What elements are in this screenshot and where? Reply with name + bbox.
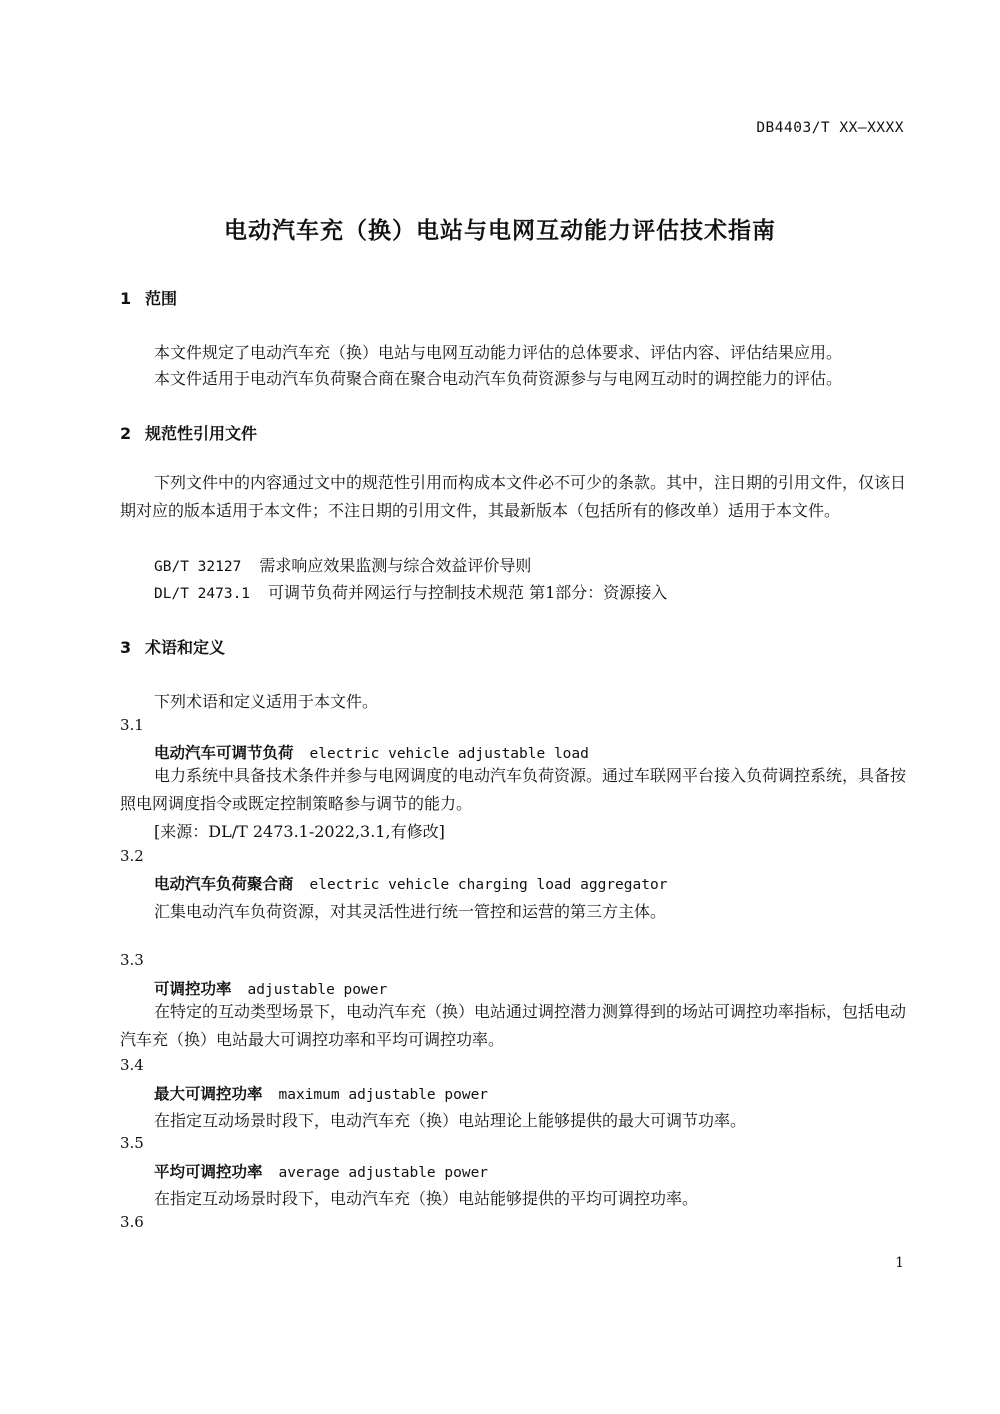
term-name <box>154 1082 488 1104</box>
section-title: 术语和定义 <box>145 638 226 657</box>
section-number: 1 <box>120 289 132 308</box>
term-name-english: maximum adjustable power <box>278 1087 489 1103</box>
term-number: 3.2 <box>120 847 144 865</box>
document-code: DB4403/T XX—XXXX <box>756 120 904 136</box>
term-name-chinese: 平均可调控功率 <box>154 1163 263 1181</box>
term-number: 3.3 <box>120 951 144 969</box>
term-name-english: electric vehicle charging load aggregator <box>309 877 668 893</box>
term-name-chinese: 电动汽车可调节负荷 <box>154 744 294 762</box>
term-name-english: adjustable power <box>247 982 388 998</box>
term-number: 3.5 <box>120 1134 144 1152</box>
section-1-heading <box>120 286 177 309</box>
reference-title: 需求响应效果监测与综合效益评价导则 <box>259 556 532 575</box>
term-definition: 在特定的互动类型场景下，电动汽车充（换）电站通过调控潜力测算得到的场站可调控功率指标，包括电动汽车充（换）电站最大可调控功率和平均可调控功率。 <box>120 1002 907 1049</box>
term-number: 3.1 <box>120 716 144 734</box>
document-title: 电动汽车充（换）电站与电网互动能力评估技术指南 <box>224 218 776 244</box>
page-number: 1 <box>895 1255 904 1271</box>
reference-code: GB/T 32127 <box>154 559 242 575</box>
term-definition: 在指定互动场景时段下，电动汽车充（换）电站能够提供的平均可调控功率。 <box>154 1189 699 1208</box>
reference-code: DL/T 2473.1 <box>154 586 251 602</box>
section-number: 3 <box>120 638 132 657</box>
normative-reference <box>154 580 667 603</box>
term-name <box>154 977 387 999</box>
term-name-chinese: 电动汽车负荷聚合商 <box>154 875 294 893</box>
term-source: [来源：DL/T 2473.1-2022,3.1,有修改] <box>154 822 445 841</box>
term-number: 3.6 <box>120 1213 144 1231</box>
term-name-chinese: 最大可调控功率 <box>154 1085 263 1103</box>
section-2-paragraph: 下列文件中的内容通过文中的规范性引用而构成本文件必不可少的条款。其中，注日期的引用文件，仅该日期对应的版本适用于本文件；不注日期的引用文件，其最新版本（包括所有的修改单）适用于本文件。 <box>120 473 907 520</box>
term-definition: 在指定互动场景时段下，电动汽车充（换）电站理论上能够提供的最大可调节功率。 <box>154 1111 747 1130</box>
term-name <box>154 872 667 894</box>
section-1-paragraph-1: 本文件规定了电动汽车充（换）电站与电网互动能力评估的总体要求、评估内容、评估结果应用。 <box>154 343 843 362</box>
section-title: 规范性引用文件 <box>145 424 258 443</box>
term-name-english: electric vehicle adjustable load <box>309 746 589 762</box>
reference-title: 可调节负荷并网运行与控制技术规范 第1部分：资源接入 <box>268 583 668 602</box>
term-name <box>154 741 589 763</box>
section-3-intro: 下列术语和定义适用于本文件。 <box>154 692 379 711</box>
normative-reference <box>154 553 531 576</box>
section-1-paragraph-2: 本文件适用于电动汽车负荷聚合商在聚合电动汽车负荷资源参与与电网互动时的调控能力的评估。 <box>154 369 843 388</box>
term-definition: 电力系统中具备技术条件并参与电网调度的电动汽车负荷资源。通过车联网平台接入负荷调控系统，具备按照电网调度指令或既定控制策略参与调节的能力。 <box>120 766 907 813</box>
section-number: 2 <box>120 424 132 443</box>
term-name-chinese: 可调控功率 <box>154 980 232 998</box>
section-2-heading <box>120 421 257 444</box>
term-name-english: average adjustable power <box>278 1165 489 1181</box>
term-definition: 汇集电动汽车负荷资源，对其灵活性进行统一管控和运营的第三方主体。 <box>154 902 667 921</box>
section-3-heading <box>120 635 225 658</box>
term-name <box>154 1160 488 1182</box>
section-title: 范围 <box>145 289 178 308</box>
term-number: 3.4 <box>120 1056 144 1074</box>
